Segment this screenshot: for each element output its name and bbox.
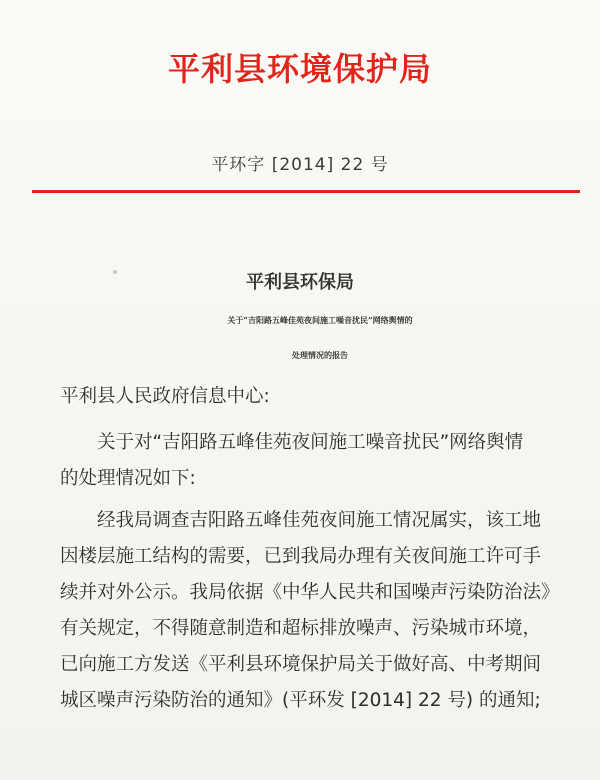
report-title xyxy=(40,303,600,373)
document-number: 平环字 [2014] 22 号 xyxy=(211,155,389,175)
addressee: 平利县人民政府信息中心: xyxy=(60,386,270,407)
red-divider-line xyxy=(32,190,580,193)
report-title-line-2: 处理情况的报告 xyxy=(292,350,348,360)
paragraph-2-line-1: 经我局调查吉阳路五峰佳苑夜间施工情况属实，该工地 xyxy=(97,510,542,531)
paragraph-1-line-2: 的处理情况如下: xyxy=(60,468,196,489)
paragraph-1-line-1: 关于对“吉阳路五峰佳苑夜间施工噪音扰民”网络舆情 xyxy=(97,432,524,453)
paragraph-2-line-4: 有关规定，不得随意制造和超标排放噪声、污染城市环境， xyxy=(60,618,542,639)
issuer-heading: 平利县环保局 xyxy=(246,272,354,293)
paragraph-2-line-3: 续并对外公示。我局依据《中华人民共和国噪声污染防治法》 xyxy=(60,582,560,603)
paragraph-2-line-2: 因楼层施工结构的需要，已到我局办理有关夜间施工许可手 xyxy=(60,546,542,567)
paragraph-2-line-5: 已向施工方发送《平利县环境保护局关于做好高、中考期间 xyxy=(60,654,542,675)
report-title-line-1: 关于“吉阳路五峰佳苑夜间施工噪音扰民”网络舆情的 xyxy=(227,315,413,325)
paragraph-2-line-6: 城区噪声污染防治的通知》(平环发 [2014] 22 号) 的通知; xyxy=(60,690,541,711)
agency-name-header: 平利县环境保护局 xyxy=(167,50,432,88)
